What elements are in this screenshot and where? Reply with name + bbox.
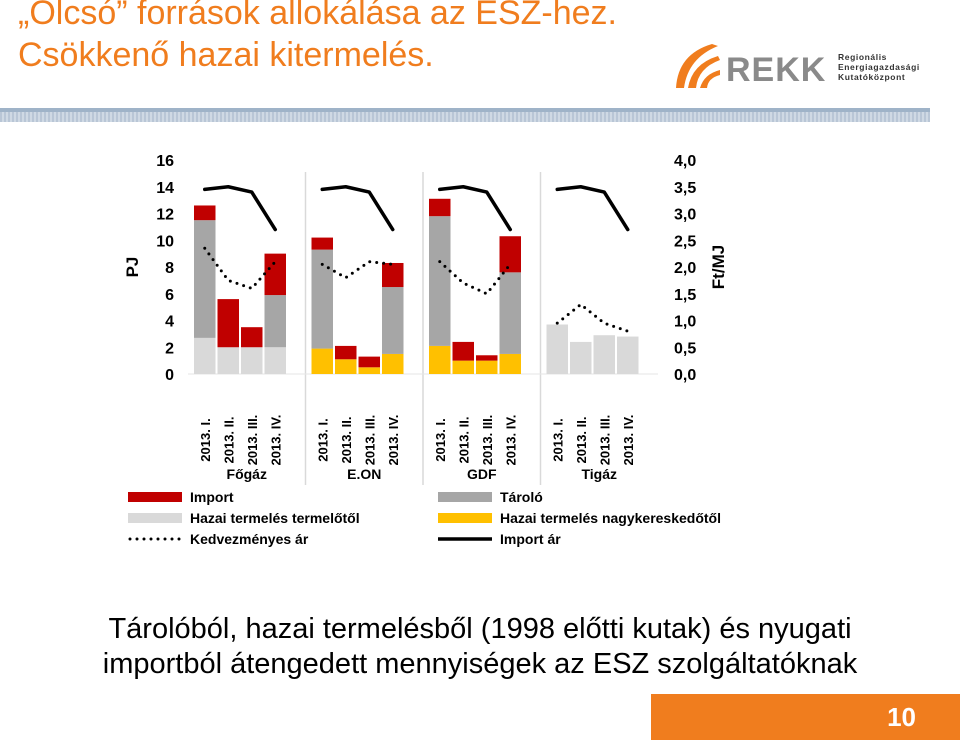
page-number-box: [651, 694, 960, 740]
bar-segment-import: [241, 327, 263, 347]
logo-sub-line: Energiagazdasági: [838, 62, 920, 72]
y-tick-label: 10: [156, 233, 174, 251]
bar-segment-hazai_nagyker: [476, 361, 498, 374]
caption-line-1: Tárolóból, hazai termelésből (1998 előtti kutak) és nyugati: [108, 613, 852, 645]
logo-subtitle: [838, 52, 920, 82]
legend-label: Tároló: [500, 489, 543, 505]
bar-segment-hazai_termelo: [241, 347, 263, 374]
bar-segment-import: [335, 346, 357, 359]
y2-tick-label: 2,0: [674, 260, 697, 277]
bar-segment-import: [194, 205, 216, 220]
bar-segment-hazai_nagyker: [312, 349, 334, 374]
rekk-logo-icon: [672, 40, 724, 92]
bar-segment-import: [312, 238, 334, 250]
logo-name: REKK: [726, 51, 827, 89]
bar-segment-hazai_nagyker: [429, 346, 451, 374]
bar-segment-tarolo: [382, 287, 404, 354]
legend-label: Hazai termelés nagykereskedőtől: [500, 510, 721, 526]
legend-swatch-import: [128, 492, 182, 502]
chart-area: [110, 140, 790, 575]
bar-segment-hazai_nagyker: [382, 354, 404, 374]
bar-segment-import: [382, 263, 404, 287]
bar-segment-hazai_nagyker: [453, 361, 475, 374]
rekk-logo: [672, 40, 942, 92]
legend-label: Kedvezményes ár: [190, 531, 309, 547]
slide-caption: [0, 612, 960, 682]
bar-segment-hazai_termelo: [218, 347, 240, 374]
legend-swatch-tarolo: [438, 492, 492, 502]
y-tick-label: 0: [165, 367, 174, 384]
group-label: GDF: [466, 466, 497, 482]
y2-tick-label: 1,0: [674, 313, 697, 331]
bar-segment-tarolo: [500, 272, 522, 354]
bar-segment-import: [429, 199, 451, 216]
x-tick-label: 2013. II.: [338, 416, 354, 464]
bar-segment-hazai_termelo: [570, 342, 592, 374]
bar-segment-hazai_termelo: [265, 347, 287, 374]
bar-segment-hazai_nagyker: [359, 367, 381, 374]
bar-segment-tarolo: [265, 295, 287, 347]
import-ar-line: [557, 187, 628, 230]
slide-title: „Olcsó” források allokálása az ESZ-hez. Csökkenő hazai kitermelés.: [18, 0, 617, 74]
bar-segment-import: [218, 299, 240, 347]
x-tick-label: 2013. I.: [197, 418, 213, 462]
y2-tick-label: 2,5: [674, 233, 697, 251]
y-tick-label: 8: [165, 260, 174, 277]
group-label: Tigáz: [581, 466, 618, 482]
title-rule: [0, 112, 930, 122]
x-tick-label: 2013. III.: [479, 414, 495, 466]
bar-segment-import: [453, 342, 475, 361]
x-tick-label: 2013. II.: [573, 416, 589, 464]
bar-segment-hazai_nagyker: [500, 354, 522, 374]
bar-segment-import: [500, 236, 522, 272]
y2-tick-label: 0,0: [674, 367, 697, 384]
y-tick-label: 4: [165, 313, 174, 331]
y-tick-label: 2: [165, 340, 174, 358]
bar-segment-hazai_termelo: [194, 338, 216, 374]
x-tick-label: 2013. IV.: [620, 414, 636, 466]
legend-label: Hazai termelés termelőtől: [190, 510, 360, 526]
x-tick-label: 2013. I.: [550, 418, 566, 462]
logo-sub-line: Kutatóközpont: [838, 72, 906, 82]
x-tick-label: 2013. IV.: [503, 414, 519, 466]
y-tick-label: 14: [156, 179, 174, 197]
caption-line-2: importból átengedett mennyiségek az ESZ szolgáltatóknak: [102, 648, 858, 680]
x-tick-label: 2013. II.: [456, 416, 472, 464]
legend-label: Import: [190, 489, 234, 505]
import-ar-line: [322, 187, 393, 230]
x-tick-label: 2013. I.: [315, 418, 331, 462]
x-tick-label: 2013. IV.: [268, 414, 284, 466]
stacked-bar-chart: [110, 140, 790, 570]
bar-segment-hazai_termelo: [547, 325, 569, 374]
x-tick-label: 2013. II.: [221, 416, 237, 464]
bar-segment-import: [359, 357, 381, 368]
y-tick-label: 12: [156, 206, 174, 224]
y2-tick-label: 4,0: [674, 153, 697, 170]
legend-swatch-hazai_termelo: [128, 513, 182, 523]
x-tick-label: 2013. I.: [432, 418, 448, 462]
bar-segment-hazai_nagyker: [335, 359, 357, 374]
y2-tick-label: 3,5: [674, 179, 697, 197]
group-label: Főgáz: [226, 466, 267, 482]
page-number: 10: [887, 702, 916, 732]
bar-segment-import: [476, 355, 498, 360]
x-tick-label: 2013. III.: [362, 414, 378, 466]
y2-tick-label: 1,5: [674, 286, 697, 304]
bar-segment-tarolo: [194, 220, 216, 338]
y-tick-label: 16: [156, 153, 174, 170]
group-label: E.ON: [347, 466, 382, 482]
y-axis-label: PJ: [123, 256, 142, 278]
bar-segment-hazai_termelo: [617, 337, 639, 374]
x-tick-label: 2013. III.: [244, 414, 260, 466]
x-tick-label: 2013. III.: [597, 414, 613, 466]
y2-tick-label: 3,0: [674, 206, 697, 224]
y-tick-label: 6: [165, 286, 174, 304]
logo-sub-line: Regionális: [838, 52, 887, 62]
y2-axis-label: Ft/MJ: [709, 244, 728, 290]
bar-segment-hazai_termelo: [594, 335, 616, 374]
legend-swatch-hazai_nagyker: [438, 513, 492, 523]
bar-segment-tarolo: [429, 216, 451, 346]
y2-tick-label: 0,5: [674, 340, 697, 358]
x-tick-label: 2013. IV.: [385, 414, 401, 466]
bar-segment-import: [265, 254, 287, 295]
legend-label: Import ár: [500, 531, 561, 547]
